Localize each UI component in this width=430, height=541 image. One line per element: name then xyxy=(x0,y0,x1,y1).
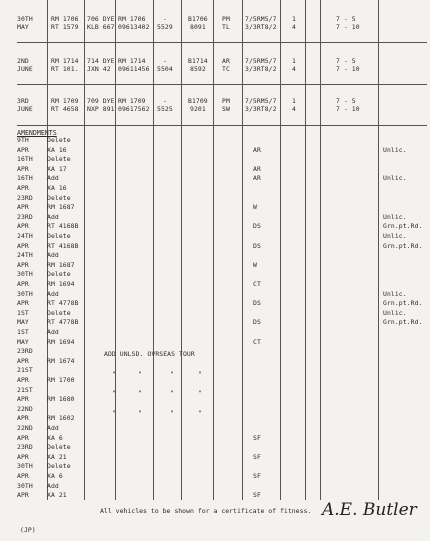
body-no: RM 1714 xyxy=(118,57,146,65)
code: 3/3RT8/2 xyxy=(245,65,277,73)
amendment-status: Grn.pt.Rd. xyxy=(383,299,423,308)
column-rule xyxy=(84,0,85,500)
cell: - xyxy=(163,15,167,23)
amendment-entry: Add xyxy=(47,212,59,221)
amendment-status: Unlic. xyxy=(383,145,407,154)
vehicle-fleet-no: RM 1709 xyxy=(51,97,79,105)
amendment-entry: Add xyxy=(47,174,59,183)
amendment-entry: RM 1680 xyxy=(47,395,75,404)
amendment-entry: RT 4778B xyxy=(47,318,79,327)
body-no: RM 1706 xyxy=(118,15,146,23)
amendment-date: APR xyxy=(17,203,29,212)
amendment-date: 23RD xyxy=(17,212,33,221)
column-rule xyxy=(181,0,182,500)
cell: 5504 xyxy=(157,65,173,73)
ditto-mark: " xyxy=(138,389,142,397)
amendment-date: 1ST xyxy=(17,308,29,317)
code: 7/5RM5/7 xyxy=(245,57,277,65)
amendment-entry: Delete xyxy=(47,193,71,202)
amendment-date: APR xyxy=(17,395,29,404)
garage-code: TL xyxy=(222,23,230,31)
cell: B1706 xyxy=(188,15,208,23)
amendment-date: 30TH xyxy=(17,481,33,490)
row-date: 30TH xyxy=(17,15,33,23)
garage-code: AR xyxy=(222,57,230,65)
amendment-entry: XA 6 xyxy=(47,433,63,442)
amendment-status: Grn.pt.Rd. xyxy=(383,241,423,250)
column-rule xyxy=(320,0,321,500)
amendment-entry: Delete xyxy=(47,270,71,279)
code: 3/3RT8/2 xyxy=(245,105,277,113)
registration: NXP 891 xyxy=(87,105,115,113)
amendment-entry: Delete xyxy=(47,443,71,452)
overseas-tour-note: ADD UNLSD. OVRSEAS TOUR xyxy=(104,350,195,358)
amendment-date: 30TH xyxy=(17,462,33,471)
amendment-entry: XA 17 xyxy=(47,164,67,173)
amendment-date: MAY xyxy=(17,337,29,346)
amendment-date: APR xyxy=(17,280,29,288)
garage-code: PM xyxy=(222,97,230,105)
cell: B1709 xyxy=(188,97,208,105)
amendment-status: Grn.pt.Rd. xyxy=(383,318,423,327)
amendment-date: MAY xyxy=(17,318,29,327)
amendment-garage: AR xyxy=(253,145,261,154)
amendment-entry: RM 1687 xyxy=(47,260,75,269)
signature: A.E. Butler xyxy=(322,500,417,520)
chassis-no: 09611456 xyxy=(118,65,150,73)
vehicle-fleet-no: RT 4658 xyxy=(51,105,79,113)
ditto-mark: " xyxy=(112,409,116,417)
vehicle-fleet-no: RM 1714 xyxy=(51,57,79,65)
amendment-date: APR xyxy=(17,376,29,384)
amendment-entry: Delete xyxy=(47,136,71,144)
amendment-garage: AR xyxy=(253,174,261,183)
chassis-no: 09613402 xyxy=(118,23,150,31)
amendment-entry: Add xyxy=(47,481,59,490)
ditto-mark: " xyxy=(198,409,202,417)
row-date: JUNE xyxy=(17,65,33,73)
amendment-garage: CT xyxy=(253,337,261,346)
amendment-garage: SF xyxy=(253,472,261,480)
code: 7/5RM5/7 xyxy=(245,97,277,105)
cell: 5525 xyxy=(157,105,173,113)
amendment-status: Unlic. xyxy=(383,232,407,240)
amendment-entry: RM 1602 xyxy=(47,414,75,423)
amendment-garage: DS xyxy=(253,318,261,327)
cell: 4 xyxy=(292,65,296,73)
cell: 7 - 10 xyxy=(336,23,360,31)
amendment-garage: SF xyxy=(253,433,261,442)
amendment-date: APR xyxy=(17,260,29,269)
amendment-garage: W xyxy=(253,203,257,212)
cell: 7 - 10 xyxy=(336,105,360,113)
ditto-mark: " xyxy=(138,370,142,378)
vehicle-fleet-no: RM 1706 xyxy=(51,15,79,23)
amendment-date: 16TH xyxy=(17,174,33,183)
amendment-entry: Delete xyxy=(47,462,71,471)
amendment-date: APR xyxy=(17,472,29,480)
amendment-garage: SF xyxy=(253,452,261,461)
garage-code: SW xyxy=(222,105,230,113)
cell: - xyxy=(163,57,167,65)
body-no: RM 1709 xyxy=(118,97,146,105)
code: 7/5RM5/7 xyxy=(245,15,277,23)
amendment-garage: CT xyxy=(253,280,261,288)
amendment-entry: Add xyxy=(47,289,59,298)
garage-code: PM xyxy=(222,15,230,23)
amendment-date: 24TH xyxy=(17,232,33,240)
vehicle-fleet-no: RT 1579 xyxy=(51,23,79,31)
cell: 7 - 10 xyxy=(336,65,360,73)
amendment-garage: W xyxy=(253,260,257,269)
vehicle-fleet-no: RT 101. xyxy=(51,65,79,73)
amendment-garage: AR xyxy=(253,164,261,173)
registration: 714 DYE xyxy=(87,57,115,65)
row-date: MAY xyxy=(17,23,29,31)
registration: 706 DYE xyxy=(87,15,115,23)
cell: 1 xyxy=(292,97,296,105)
amendment-date: APR xyxy=(17,299,29,308)
amendment-date: APR xyxy=(17,356,29,365)
ditto-mark: " xyxy=(170,389,174,397)
ditto-mark: " xyxy=(112,370,116,378)
amendment-date: APR xyxy=(17,414,29,423)
amendment-date: APR xyxy=(17,145,29,154)
amendment-entry: Delete xyxy=(47,155,71,164)
amendment-entry: RT 4168B xyxy=(47,222,79,231)
row-date: 2ND xyxy=(17,57,29,65)
footer-note: All vehicles to be shown for a certificate of fitness. xyxy=(100,507,312,515)
cell: 7 - 5 xyxy=(336,15,356,23)
amendment-entry: RM 1700 xyxy=(47,376,75,384)
row-date: 3RD xyxy=(17,97,29,105)
amendment-entry: XA 21 xyxy=(47,452,67,461)
ditto-mark: " xyxy=(198,389,202,397)
registration: 709 DYE xyxy=(87,97,115,105)
amendment-date: APR xyxy=(17,433,29,442)
amendment-entry: Add xyxy=(47,328,59,336)
amendment-entry: Delete xyxy=(47,232,71,240)
amendment-date: APR xyxy=(17,164,29,173)
amendment-date: APR xyxy=(17,184,29,192)
amendment-garage: SF xyxy=(253,491,261,500)
amendment-entry: RM 1674 xyxy=(47,356,75,365)
column-rule xyxy=(213,0,214,500)
row-rule xyxy=(17,84,427,85)
column-rule xyxy=(280,0,281,500)
amendment-date: 22ND xyxy=(17,404,33,413)
garage-code: TC xyxy=(222,65,230,73)
ditto-mark: " xyxy=(112,389,116,397)
cell: 8592 xyxy=(190,65,206,73)
cell: 7 - 5 xyxy=(336,57,356,65)
amendment-date: 23RD xyxy=(17,443,33,452)
amendment-date: 30TH xyxy=(17,289,33,298)
cell: 8091 xyxy=(190,23,206,31)
registration: KLB 667 xyxy=(87,23,115,31)
amendment-entry: RM 1687 xyxy=(47,203,75,212)
typist-initials: (JP) xyxy=(20,526,36,534)
amendment-entry: XA 21 xyxy=(47,491,67,500)
amendment-entry: XA 16 xyxy=(47,145,67,154)
amendment-entry: XA 16 xyxy=(47,184,67,192)
ditto-mark: " xyxy=(198,370,202,378)
column-rule xyxy=(153,0,154,500)
registration: JXN 42 xyxy=(87,65,111,73)
amendments-heading: AMENDMENTS xyxy=(17,129,57,137)
cell: - xyxy=(163,97,167,105)
amendment-date: 1ST xyxy=(17,328,29,336)
amendment-entry: XA 6 xyxy=(47,472,63,480)
column-rule xyxy=(115,0,116,500)
amendment-garage: DS xyxy=(253,241,261,250)
amendment-entry: RM 1694 xyxy=(47,337,75,346)
column-rule xyxy=(242,0,243,500)
amendment-status: Unlic. xyxy=(383,308,407,317)
ditto-mark: " xyxy=(138,409,142,417)
amendment-date: 30TH xyxy=(17,270,33,279)
amendment-date: 23RD xyxy=(17,193,33,202)
cell: 7 - 5 xyxy=(336,97,356,105)
cell: 1 xyxy=(292,57,296,65)
amendment-date: APR xyxy=(17,222,29,231)
amendment-status: Grn.pt.Rd. xyxy=(383,222,423,231)
cell: 5529 xyxy=(157,23,173,31)
amendment-status: Unlic. xyxy=(383,289,407,298)
amendment-status: Unlic. xyxy=(383,174,407,183)
amendment-date: APR xyxy=(17,452,29,461)
amendment-date: 16TH xyxy=(17,155,33,164)
amendment-garage: DS xyxy=(253,299,261,308)
amendment-entry: RM 1694 xyxy=(47,280,75,288)
amendment-entry: Delete xyxy=(47,308,71,317)
amendment-date: 21ST xyxy=(17,385,33,394)
ditto-mark: " xyxy=(170,370,174,378)
row-rule xyxy=(17,125,427,126)
amendment-date: 22ND xyxy=(17,424,33,432)
amendment-date: 24TH xyxy=(17,251,33,260)
amendment-date: APR xyxy=(17,241,29,250)
row-date: JUNE xyxy=(17,105,33,113)
amendment-date: APR xyxy=(17,491,29,500)
cell: 9201 xyxy=(190,105,206,113)
amendment-entry: RT 4778B xyxy=(47,299,79,308)
code: 3/3RT8/2 xyxy=(245,23,277,31)
cell: 4 xyxy=(292,105,296,113)
cell: 1 xyxy=(292,15,296,23)
chassis-no: 09617562 xyxy=(118,105,150,113)
amendment-status: Unlic. xyxy=(383,212,407,221)
amendment-garage: DS xyxy=(253,222,261,231)
amendment-date: 21ST xyxy=(17,366,33,375)
column-rule xyxy=(378,0,379,500)
ditto-mark: " xyxy=(170,409,174,417)
row-rule xyxy=(17,42,427,43)
amendment-entry: Add xyxy=(47,251,59,260)
cell: 4 xyxy=(292,23,296,31)
cell: B1714 xyxy=(188,57,208,65)
amendment-entry: RT 4168B xyxy=(47,241,79,250)
amendment-date: 9TH xyxy=(17,136,29,144)
column-rule xyxy=(305,0,306,500)
amendment-entry: Add xyxy=(47,424,59,432)
amendment-date: 23RD xyxy=(17,347,33,356)
